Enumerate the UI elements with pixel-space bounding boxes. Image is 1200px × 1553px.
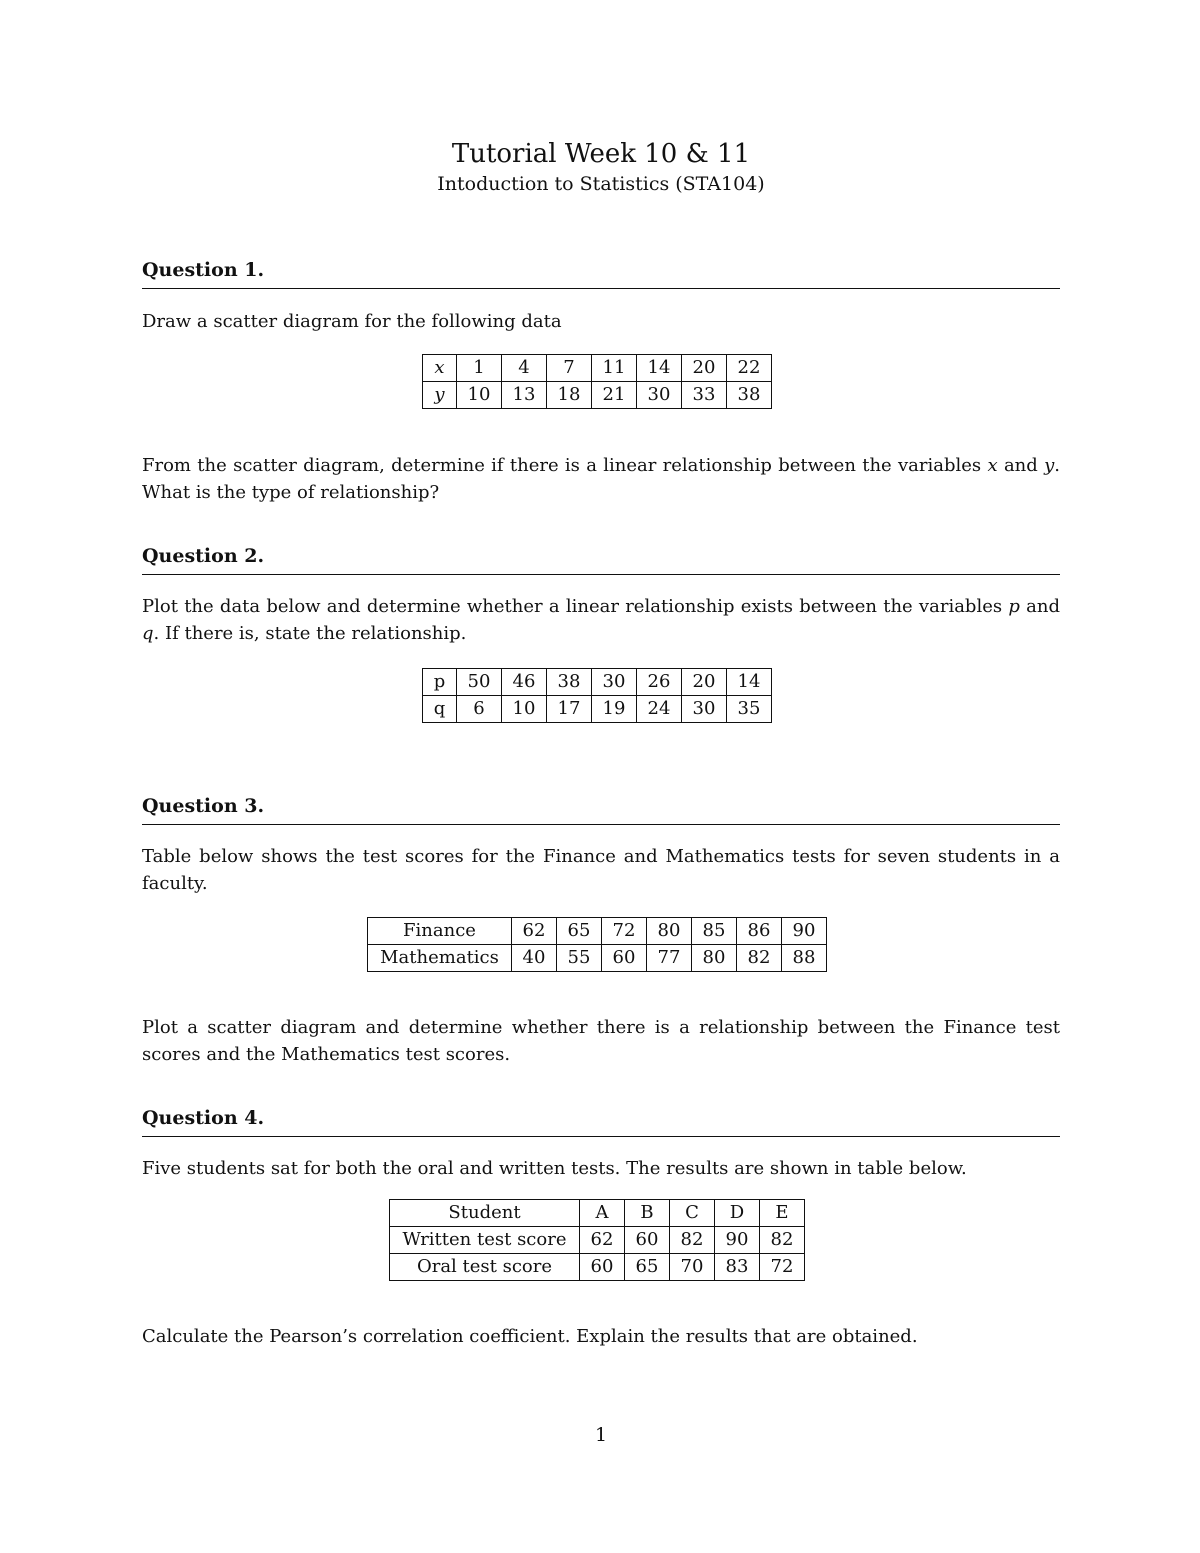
table-cell: 11 bbox=[592, 355, 637, 382]
table-cell: 65 bbox=[625, 1254, 670, 1281]
table-row bbox=[423, 382, 772, 409]
table-cell: 38 bbox=[727, 382, 772, 409]
table-row bbox=[423, 669, 772, 696]
table-cell: 14 bbox=[727, 669, 772, 696]
question-1-text-a: From the scatter diagram, determine if there is a linear relationship between the variables bbox=[142, 455, 988, 476]
table-row bbox=[368, 945, 827, 972]
table-cell: 70 bbox=[670, 1254, 715, 1281]
question-2-heading: Question 2. bbox=[142, 544, 1060, 575]
table-row bbox=[368, 918, 827, 945]
question-3-table bbox=[367, 917, 827, 972]
table-cell: 17 bbox=[547, 696, 592, 723]
table-cell: 83 bbox=[715, 1254, 760, 1281]
table-cell: 18 bbox=[547, 382, 592, 409]
table-cell: 80 bbox=[647, 918, 692, 945]
table-cell-label: y bbox=[423, 382, 457, 409]
table-row bbox=[390, 1227, 805, 1254]
question-4-outro: Calculate the Pearson’s correlation coefficient. Explain the results that are obtained. bbox=[142, 1326, 918, 1347]
table-row bbox=[423, 355, 772, 382]
table-cell: 10 bbox=[502, 696, 547, 723]
table-cell: 30 bbox=[637, 382, 682, 409]
page-subtitle: Intoduction to Statistics (STA104) bbox=[437, 173, 765, 195]
table-cell: 4 bbox=[502, 355, 547, 382]
table-cell: 10 bbox=[457, 382, 502, 409]
table-cell: 72 bbox=[602, 918, 647, 945]
table-cell: 38 bbox=[547, 669, 592, 696]
table-cell: 82 bbox=[670, 1227, 715, 1254]
table-row bbox=[390, 1254, 805, 1281]
table-cell: 50 bbox=[457, 669, 502, 696]
table-cell: 40 bbox=[512, 945, 557, 972]
question-2-table bbox=[422, 668, 772, 723]
question-1-intro: Draw a scatter diagram for the following data bbox=[142, 311, 562, 332]
table-cell: 82 bbox=[737, 945, 782, 972]
variable-p: p bbox=[1008, 596, 1020, 617]
page-title: Tutorial Week 10 & 11 bbox=[451, 139, 751, 169]
question-1-heading: Question 1. bbox=[142, 258, 1060, 289]
table-cell: 14 bbox=[637, 355, 682, 382]
table-row bbox=[390, 1200, 805, 1227]
question-2-text-b: and bbox=[1019, 596, 1060, 617]
question-1-table bbox=[422, 354, 772, 409]
question-1-followup bbox=[142, 452, 1060, 506]
table-cell: C bbox=[670, 1200, 715, 1227]
table-cell: A bbox=[580, 1200, 625, 1227]
table-cell: 80 bbox=[692, 945, 737, 972]
table-cell: 85 bbox=[692, 918, 737, 945]
question-2-text-c: . If there is, state the relationship. bbox=[153, 623, 467, 644]
table-cell: 30 bbox=[592, 669, 637, 696]
table-cell-label: Mathematics bbox=[368, 945, 512, 972]
table-cell: 60 bbox=[625, 1227, 670, 1254]
table-cell: 46 bbox=[502, 669, 547, 696]
table-cell: 22 bbox=[727, 355, 772, 382]
variable-q: q bbox=[142, 623, 154, 644]
table-cell: 60 bbox=[602, 945, 647, 972]
table-cell: 7 bbox=[547, 355, 592, 382]
variable-y: y bbox=[1044, 455, 1055, 476]
table-cell-label: q bbox=[423, 696, 457, 723]
table-cell: 20 bbox=[682, 669, 727, 696]
table-cell: 26 bbox=[637, 669, 682, 696]
table-cell-label: Written test score bbox=[390, 1227, 580, 1254]
table-cell: 1 bbox=[457, 355, 502, 382]
table-cell: 20 bbox=[682, 355, 727, 382]
table-cell: 90 bbox=[782, 918, 827, 945]
table-cell: 6 bbox=[457, 696, 502, 723]
table-cell: 86 bbox=[737, 918, 782, 945]
question-3-outro: Plot a scatter diagram and determine whether there is a relationship between the Finance test scores and the Mathematics test scores. bbox=[142, 1017, 1060, 1065]
page-number: 1 bbox=[594, 1424, 608, 1446]
question-3-heading: Question 3. bbox=[142, 794, 1060, 825]
table-cell: 35 bbox=[727, 696, 772, 723]
table-cell-label: x bbox=[423, 355, 457, 382]
question-1-text-c: . What is the type of relationship? bbox=[142, 455, 1060, 503]
table-cell-label: Oral test score bbox=[390, 1254, 580, 1281]
question-4-heading: Question 4. bbox=[142, 1106, 1060, 1137]
table-row bbox=[423, 696, 772, 723]
table-cell: 62 bbox=[580, 1227, 625, 1254]
table-cell: 19 bbox=[592, 696, 637, 723]
table-cell: 33 bbox=[682, 382, 727, 409]
question-1-text-b: and bbox=[997, 455, 1045, 476]
table-cell: 30 bbox=[682, 696, 727, 723]
table-cell: 77 bbox=[647, 945, 692, 972]
question-2-intro bbox=[142, 593, 1060, 647]
table-cell: E bbox=[760, 1200, 805, 1227]
table-cell-label: Finance bbox=[368, 918, 512, 945]
question-4-table bbox=[389, 1199, 805, 1281]
table-cell: 72 bbox=[760, 1254, 805, 1281]
table-cell: 60 bbox=[580, 1254, 625, 1281]
table-cell: 13 bbox=[502, 382, 547, 409]
table-cell: B bbox=[625, 1200, 670, 1227]
table-cell: 24 bbox=[637, 696, 682, 723]
table-cell: 90 bbox=[715, 1227, 760, 1254]
table-cell: 65 bbox=[557, 918, 602, 945]
table-cell-label: Student bbox=[390, 1200, 580, 1227]
question-4-intro: Five students sat for both the oral and written tests. The results are shown in table below. bbox=[142, 1158, 967, 1179]
table-cell: 21 bbox=[592, 382, 637, 409]
table-cell-label: p bbox=[423, 669, 457, 696]
table-cell: 82 bbox=[760, 1227, 805, 1254]
table-cell: 62 bbox=[512, 918, 557, 945]
question-2-text-a: Plot the data below and determine whether a linear relationship exists between the variables bbox=[142, 596, 1009, 617]
variable-x: x bbox=[987, 455, 998, 476]
table-cell: D bbox=[715, 1200, 760, 1227]
table-cell: 55 bbox=[557, 945, 602, 972]
question-3-intro: Table below shows the test scores for the Finance and Mathematics tests for seven students in a faculty. bbox=[142, 846, 1060, 894]
table-cell: 88 bbox=[782, 945, 827, 972]
